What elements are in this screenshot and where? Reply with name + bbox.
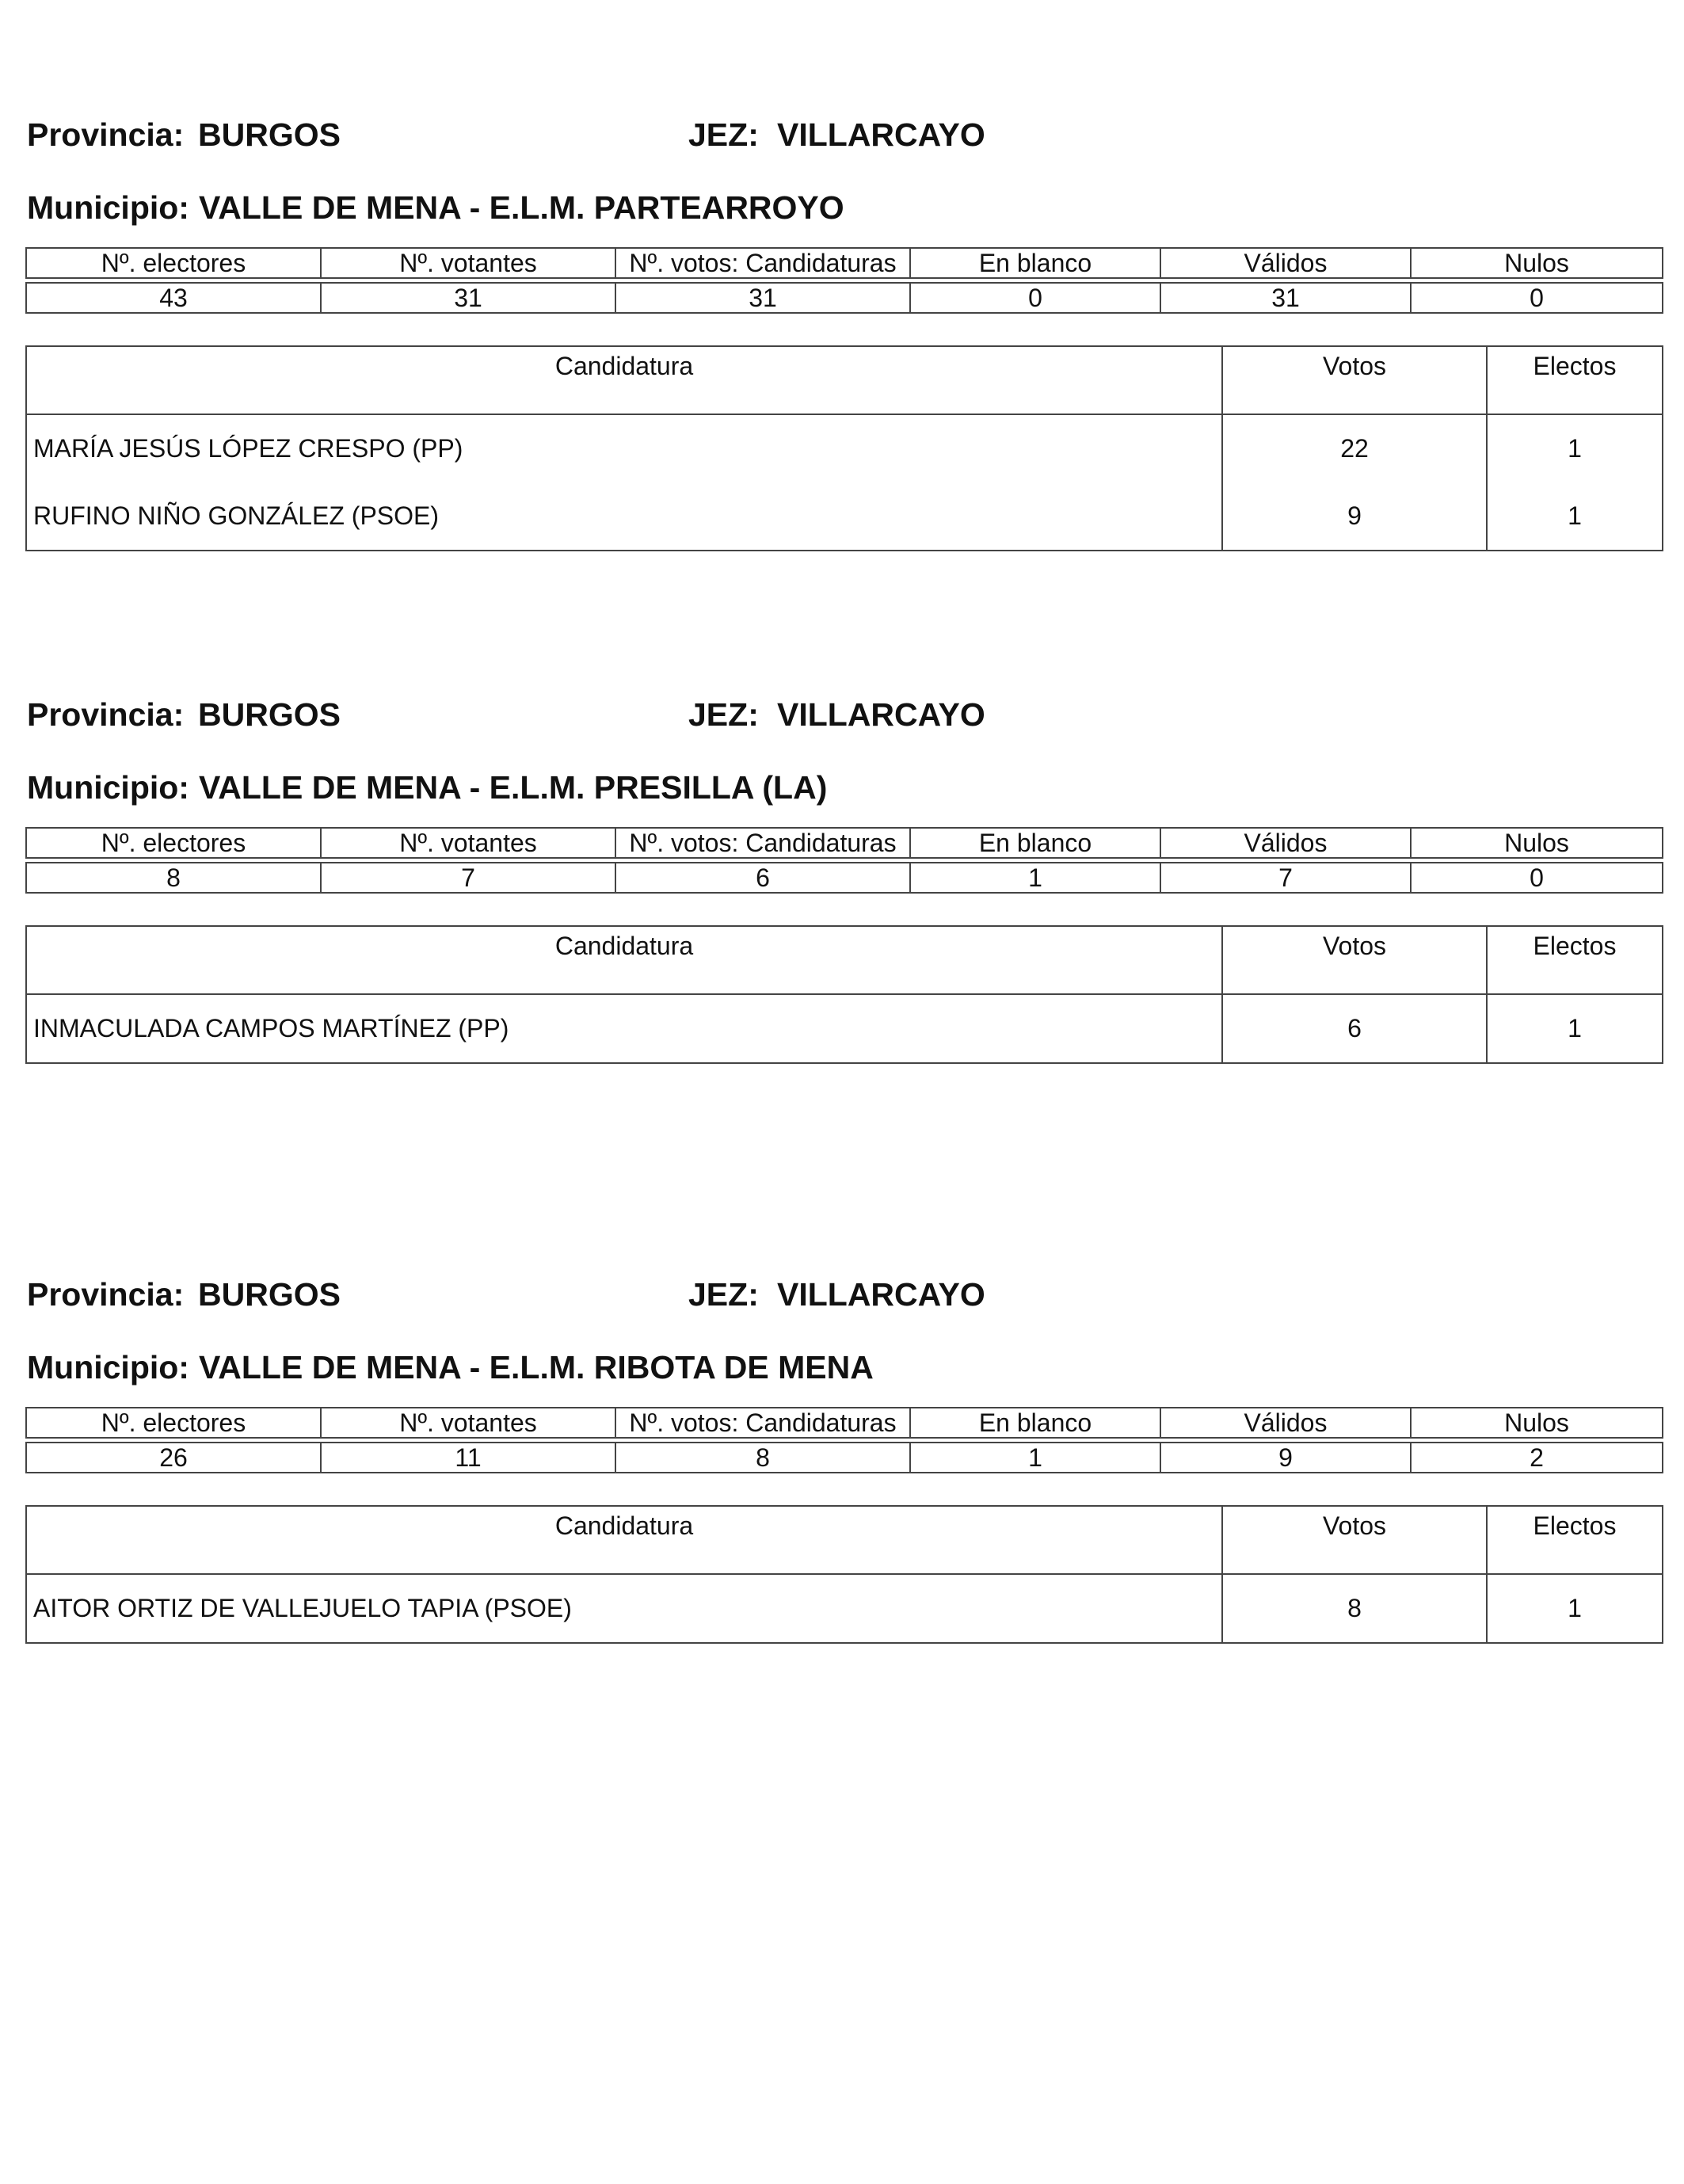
stats-header-validos: Válidos — [1160, 248, 1411, 278]
candidates-header-votos: Votos — [1222, 926, 1487, 994]
province-value: BURGOS — [198, 116, 341, 153]
stats-header-electores: Nº. electores — [26, 1408, 321, 1438]
stats-header-votantes: Nº. votantes — [321, 248, 615, 278]
candidates-header-electos: Electos — [1487, 346, 1663, 414]
stats-value-en-blanco: 0 — [910, 283, 1160, 313]
stats-header-nulos: Nulos — [1411, 1408, 1663, 1438]
province-line — [25, 112, 1662, 157]
stats-value-votos-candidaturas: 8 — [615, 1443, 910, 1473]
province-label: Provincia: — [27, 116, 185, 153]
stats-header-votos-candidaturas: Nº. votos: Candidaturas — [615, 828, 910, 858]
province-label: Provincia: — [27, 1276, 185, 1313]
candidates-header-candidatura: Candidatura — [26, 1506, 1222, 1574]
municipio-line — [27, 765, 827, 810]
candidates-header-row — [26, 1506, 1663, 1574]
candidate-elected: 1 — [1487, 414, 1663, 482]
municipio-value: VALLE DE MENA - E.L.M. PARTEARROYO — [198, 189, 844, 226]
jez-label: JEZ: — [688, 116, 759, 153]
stats-value-validos: 7 — [1160, 863, 1411, 893]
municipio-line — [27, 1345, 874, 1389]
candidate-votes: 6 — [1222, 994, 1487, 1063]
stats-table — [25, 827, 1663, 894]
candidate-elected: 1 — [1487, 994, 1663, 1063]
stats-value-electores: 43 — [26, 283, 321, 313]
stats-value-validos: 31 — [1160, 283, 1411, 313]
stats-value-electores: 26 — [26, 1443, 321, 1473]
candidate-name: AITOR ORTIZ DE VALLEJUELO TAPIA (PSOE) — [26, 1574, 1222, 1643]
jez-value: VILLARCAYO — [777, 696, 985, 733]
candidate-row — [26, 1574, 1663, 1643]
candidates-header-row — [26, 926, 1663, 994]
province-line — [25, 692, 1662, 737]
candidates-header-row — [26, 346, 1663, 414]
stats-header-electores: Nº. electores — [26, 248, 321, 278]
province-line — [25, 1272, 1662, 1317]
stats-header-votos-candidaturas: Nº. votos: Candidaturas — [615, 248, 910, 278]
jez-label: JEZ: — [688, 1276, 759, 1313]
municipio-label: Municipio: — [27, 1349, 189, 1385]
candidates-header-electos: Electos — [1487, 1506, 1663, 1574]
stats-value-nulos: 2 — [1411, 1443, 1663, 1473]
municipio-label: Municipio: — [27, 189, 189, 226]
stats-header-en-blanco: En blanco — [910, 1408, 1160, 1438]
stats-header-votos-candidaturas: Nº. votos: Candidaturas — [615, 1408, 910, 1438]
candidates-table — [25, 1505, 1663, 1644]
candidate-name: INMACULADA CAMPOS MARTÍNEZ (PP) — [26, 994, 1222, 1063]
stats-value-row — [26, 863, 1663, 893]
candidates-table — [25, 925, 1663, 1064]
province-value: BURGOS — [198, 696, 341, 733]
municipio-value: VALLE DE MENA - E.L.M. RIBOTA DE MENA — [198, 1349, 874, 1385]
candidate-elected: 1 — [1487, 482, 1663, 551]
stats-header-nulos: Nulos — [1411, 248, 1663, 278]
candidates-header-votos: Votos — [1222, 346, 1487, 414]
stats-value-nulos: 0 — [1411, 283, 1663, 313]
stats-value-electores: 8 — [26, 863, 321, 893]
stats-header-row — [26, 1408, 1663, 1438]
stats-value-en-blanco: 1 — [910, 863, 1160, 893]
stats-header-votantes: Nº. votantes — [321, 828, 615, 858]
stats-header-en-blanco: En blanco — [910, 248, 1160, 278]
province-value: BURGOS — [198, 1276, 341, 1313]
candidate-row — [26, 994, 1663, 1063]
candidate-row — [26, 482, 1663, 551]
candidate-votes: 8 — [1222, 1574, 1487, 1643]
stats-value-votantes: 11 — [321, 1443, 615, 1473]
candidates-header-electos: Electos — [1487, 926, 1663, 994]
stats-table — [25, 1407, 1663, 1473]
stats-value-votantes: 31 — [321, 283, 615, 313]
candidate-name: MARÍA JESÚS LÓPEZ CRESPO (PP) — [26, 414, 1222, 482]
stats-header-validos: Válidos — [1160, 828, 1411, 858]
candidates-header-candidatura: Candidatura — [26, 926, 1222, 994]
stats-header-electores: Nº. electores — [26, 828, 321, 858]
municipio-value: VALLE DE MENA - E.L.M. PRESILLA (LA) — [198, 769, 828, 806]
municipio-label: Municipio: — [27, 769, 189, 806]
stats-table — [25, 247, 1663, 314]
stats-header-row — [26, 828, 1663, 858]
stats-header-nulos: Nulos — [1411, 828, 1663, 858]
stats-value-row — [26, 283, 1663, 313]
candidate-votes: 9 — [1222, 482, 1487, 551]
candidate-name: RUFINO NIÑO GONZÁLEZ (PSOE) — [26, 482, 1222, 551]
candidates-table — [25, 345, 1663, 551]
stats-header-votantes: Nº. votantes — [321, 1408, 615, 1438]
stats-value-votos-candidaturas: 6 — [615, 863, 910, 893]
stats-value-en-blanco: 1 — [910, 1443, 1160, 1473]
candidate-elected: 1 — [1487, 1574, 1663, 1643]
stats-value-votos-candidaturas: 31 — [615, 283, 910, 313]
stats-value-row — [26, 1443, 1663, 1473]
jez-value: VILLARCAYO — [777, 116, 985, 153]
candidates-header-candidatura: Candidatura — [26, 346, 1222, 414]
stats-header-en-blanco: En blanco — [910, 828, 1160, 858]
jez-value: VILLARCAYO — [777, 1276, 985, 1313]
candidate-row — [26, 414, 1663, 482]
stats-value-nulos: 0 — [1411, 863, 1663, 893]
province-label: Provincia: — [27, 696, 185, 733]
municipio-line — [27, 185, 844, 230]
stats-value-validos: 9 — [1160, 1443, 1411, 1473]
candidates-header-votos: Votos — [1222, 1506, 1487, 1574]
stats-value-votantes: 7 — [321, 863, 615, 893]
stats-header-row — [26, 248, 1663, 278]
jez-label: JEZ: — [688, 696, 759, 733]
candidate-votes: 22 — [1222, 414, 1487, 482]
stats-header-validos: Válidos — [1160, 1408, 1411, 1438]
